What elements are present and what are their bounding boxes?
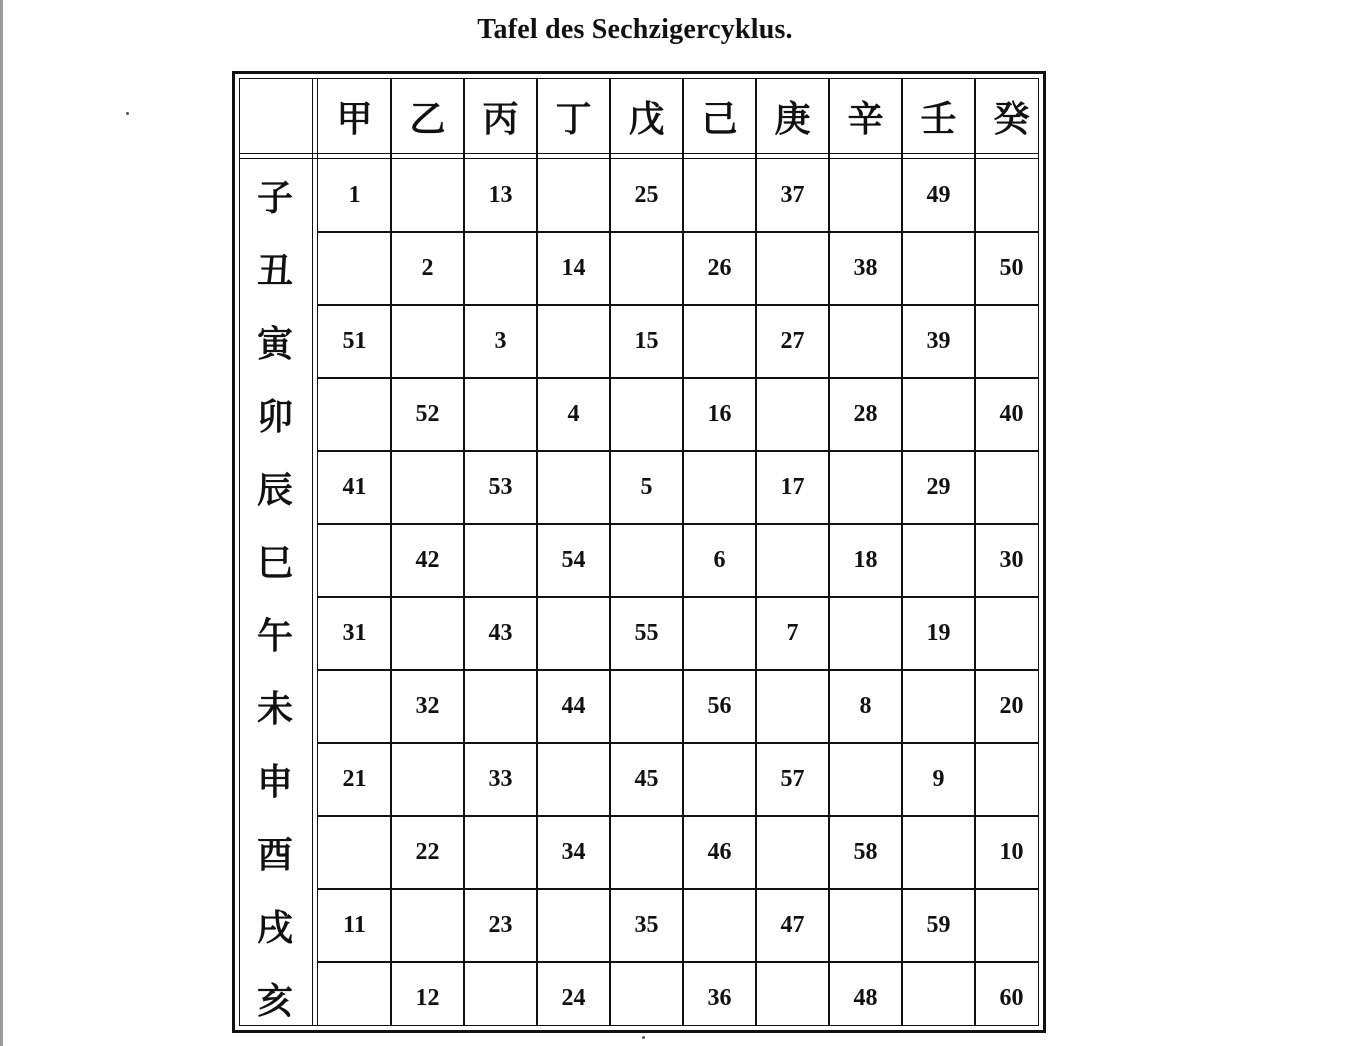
table-cell: 11 <box>343 912 366 938</box>
table-cell <box>318 962 391 1035</box>
table-cell <box>391 305 464 378</box>
table-cell: 38 <box>853 255 878 281</box>
table-cell <box>902 378 975 451</box>
table-cell <box>683 597 756 670</box>
table-cell: 2 <box>421 255 434 281</box>
table-cell <box>756 670 829 743</box>
table-cell <box>756 816 829 889</box>
stem-header: 庚 <box>774 98 811 140</box>
stem-header: 己 <box>701 98 738 140</box>
table-cell: 6 <box>713 547 726 573</box>
table-cell <box>975 451 1048 524</box>
table-cell: 41 <box>342 474 367 500</box>
branch-label: 巳 <box>256 543 293 584</box>
table-cell: 33 <box>488 766 513 792</box>
stem-header: 癸 <box>993 98 1030 140</box>
table-cell <box>975 159 1048 232</box>
table-cell: 8 <box>859 693 872 719</box>
table-cell <box>756 378 829 451</box>
table-cell: 10 <box>999 839 1024 865</box>
branch-label: 寅 <box>256 324 293 365</box>
table-cell <box>902 962 975 1035</box>
table-cell <box>756 962 829 1035</box>
table-cell: 51 <box>342 328 367 354</box>
table-cell <box>464 962 537 1035</box>
table-cell <box>464 232 537 305</box>
cycle-table-inner-border <box>239 78 1039 1026</box>
stem-header: 壬 <box>920 98 957 140</box>
table-cell: 7 <box>786 620 799 646</box>
branch-label: 亥 <box>256 981 293 1022</box>
table-cell <box>975 597 1048 670</box>
table-cell: 35 <box>634 912 659 938</box>
table-cell: 53 <box>488 474 513 500</box>
table-cell <box>464 670 537 743</box>
table-cell <box>537 889 610 962</box>
table-cell: 18 <box>853 547 878 573</box>
table-cell: 20 <box>999 693 1024 719</box>
table-cell: 56 <box>707 693 732 719</box>
table-cell <box>610 962 683 1035</box>
table-cell <box>537 597 610 670</box>
table-cell: 47 <box>780 912 805 938</box>
table-cell <box>464 378 537 451</box>
table-cell: 15 <box>634 328 659 354</box>
stem-header: 乙 <box>409 98 446 140</box>
table-cell: 27 <box>780 328 805 354</box>
cycle-table <box>232 71 1046 1033</box>
table-cell: 31 <box>342 620 367 646</box>
table-cell <box>902 816 975 889</box>
table-cell: 28 <box>853 401 878 427</box>
table-cell <box>610 524 683 597</box>
table-cell: 42 <box>415 547 440 573</box>
table-cell <box>464 816 537 889</box>
table-cell: 24 <box>561 985 586 1011</box>
print-speck <box>126 112 129 115</box>
table-cell: 13 <box>488 182 513 208</box>
table-cell <box>318 524 391 597</box>
table-cell: 1 <box>348 182 361 208</box>
table-cell <box>391 451 464 524</box>
table-cell <box>902 670 975 743</box>
table-cell <box>610 670 683 743</box>
branch-label: 酉 <box>256 835 293 876</box>
branch-label: 子 <box>256 178 293 219</box>
table-cell: 45 <box>634 766 659 792</box>
table-cell: 29 <box>926 474 951 500</box>
stem-header: 戊 <box>628 98 665 140</box>
table-cell <box>318 670 391 743</box>
table-cell <box>902 232 975 305</box>
table-cell <box>464 524 537 597</box>
branch-label: 申 <box>256 762 293 803</box>
branch-label: 戌 <box>256 908 293 949</box>
table-cell: 3 <box>494 328 507 354</box>
table-cell: 14 <box>561 255 586 281</box>
table-cell <box>318 378 391 451</box>
table-cell: 44 <box>561 693 586 719</box>
table-cell: 23 <box>488 912 513 938</box>
table-cell: 12 <box>415 985 440 1011</box>
table-cell: 32 <box>415 693 440 719</box>
cycle-table-grid <box>240 79 1038 1025</box>
table-cell: 16 <box>707 401 732 427</box>
branch-label: 丑 <box>256 251 293 292</box>
table-cell <box>756 232 829 305</box>
table-cell: 26 <box>707 255 732 281</box>
table-cell: 50 <box>999 255 1024 281</box>
table-cell: 40 <box>999 401 1024 427</box>
table-cell: 5 <box>640 474 653 500</box>
table-cell <box>537 743 610 816</box>
table-cell: 43 <box>488 620 513 646</box>
table-cell <box>683 305 756 378</box>
table-cell <box>683 743 756 816</box>
table-cell <box>975 889 1048 962</box>
table-cell <box>610 378 683 451</box>
table-cell <box>756 524 829 597</box>
table-cell <box>391 597 464 670</box>
table-cell: 39 <box>926 328 951 354</box>
table-cell: 4 <box>567 401 580 427</box>
table-cell: 54 <box>561 547 586 573</box>
table-cell <box>902 524 975 597</box>
table-cell: 58 <box>853 839 878 865</box>
stem-header: 辛 <box>847 98 884 140</box>
table-cell <box>829 743 902 816</box>
table-cell: 60 <box>999 985 1024 1011</box>
table-cell: 48 <box>853 985 878 1011</box>
table-cell <box>829 597 902 670</box>
table-cell: 55 <box>634 620 659 646</box>
branch-label: 未 <box>256 689 293 730</box>
stem-header: 丁 <box>555 98 592 140</box>
table-cell <box>610 232 683 305</box>
table-cell <box>318 232 391 305</box>
table-cell <box>537 159 610 232</box>
table-cell: 46 <box>707 839 732 865</box>
table-cell: 52 <box>415 401 440 427</box>
page-left-edge <box>0 0 3 1046</box>
table-title: Tafel des Sechzigercyklus. <box>477 14 793 45</box>
table-cell: 30 <box>999 547 1024 573</box>
table-cell: 34 <box>561 839 586 865</box>
table-cell: 59 <box>926 912 951 938</box>
table-cell: 57 <box>780 766 805 792</box>
table-cell: 17 <box>780 474 805 500</box>
table-cell <box>391 743 464 816</box>
table-cell: 21 <box>342 766 367 792</box>
table-cell <box>829 305 902 378</box>
table-cell: 36 <box>707 985 732 1011</box>
table-cell <box>975 743 1048 816</box>
table-cell: 19 <box>926 620 951 646</box>
branch-label: 卯 <box>256 397 293 438</box>
table-cell: 22 <box>415 839 440 865</box>
table-cell <box>829 889 902 962</box>
branch-label: 午 <box>256 616 293 657</box>
table-cell: 37 <box>780 182 805 208</box>
print-speck <box>642 1036 645 1039</box>
table-cell <box>391 889 464 962</box>
table-cell <box>683 889 756 962</box>
table-cell <box>683 451 756 524</box>
table-cell <box>391 159 464 232</box>
table-cell: 49 <box>926 182 951 208</box>
table-cell <box>829 451 902 524</box>
stem-header: 丙 <box>482 98 519 140</box>
branch-label: 辰 <box>256 470 293 511</box>
table-cell: 25 <box>634 182 659 208</box>
table-cell <box>537 451 610 524</box>
table-cell <box>829 159 902 232</box>
table-cell <box>975 305 1048 378</box>
table-cell: 9 <box>932 766 945 792</box>
table-cell <box>610 816 683 889</box>
stem-header: 甲 <box>336 98 373 140</box>
table-cell <box>683 159 756 232</box>
table-cell <box>318 816 391 889</box>
table-cell <box>537 305 610 378</box>
